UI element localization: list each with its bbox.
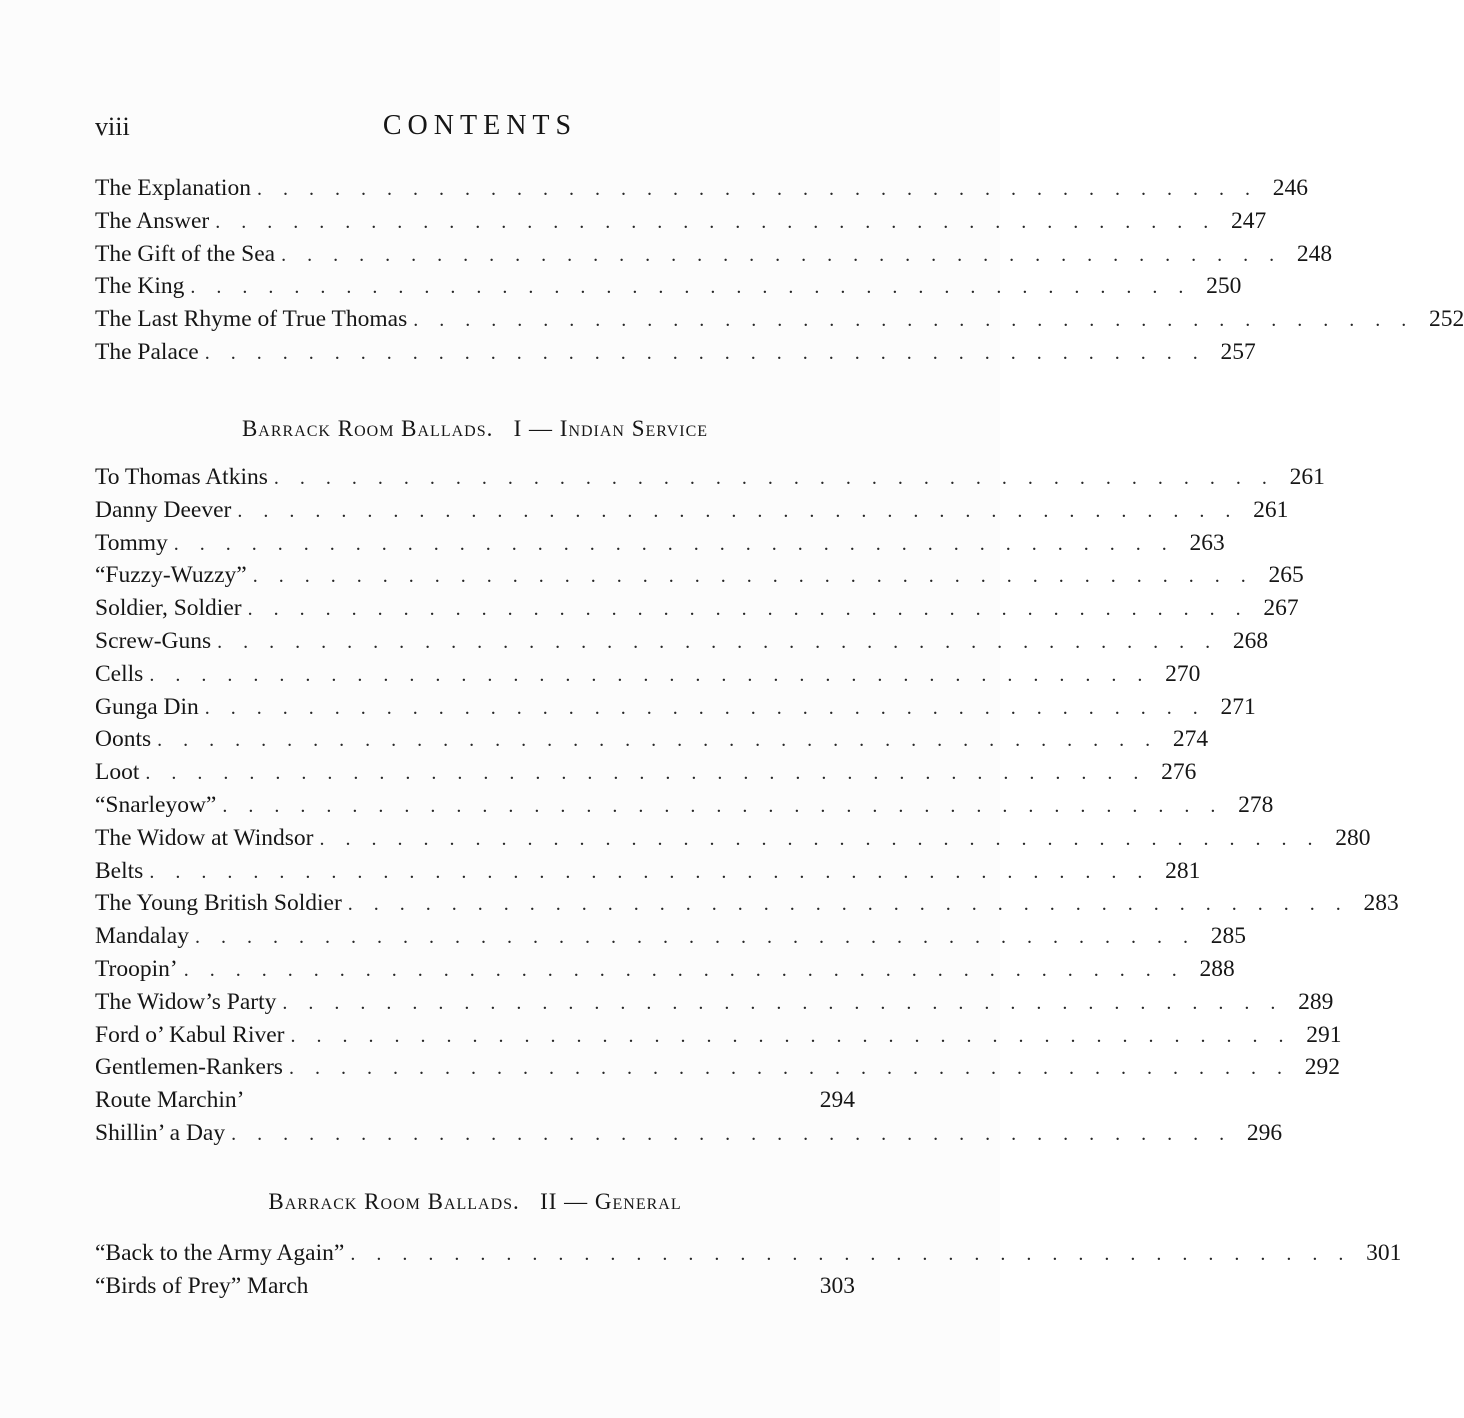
toc-entry[interactable]: The Explanation . . . . . . . . . . . . . . . . . . . . . . . . . . . . . . . . . . . . . . . 246 [95,175,1308,201]
toc-entry[interactable]: Gunga Din . . . . . . . . . . . . . . . . . . . . . . . . . . . . . . . . . . . . . . . 271 [95,693,1256,720]
contents-list-general [95,1237,1402,1303]
toc-entry[interactable]: The Widow’s Party . . . . . . . . . . . . . . . . . . . . . . . . . . . . . . . . . . . . . . . 289 [95,988,1334,1015]
toc-entry[interactable]: Gentlemen-Rankers . . . . . . . . . . . . . . . . . . . . . . . . . . . . . . . . . . . . . . . 292 [95,1054,1340,1081]
toc-entry[interactable]: The King . . . . . . . . . . . . . . . . . . . . . . . . . . . . . . . . . . . . . . . 250 [95,273,1242,300]
toc-entry[interactable]: The Young British Soldier . . . . . . . . . . . . . . . . . . . . . . . . . . . . . . . . . . . . . . . 283 [95,890,1399,917]
page-folio: viii [95,112,130,141]
contents-list-indian-service [95,461,1399,1150]
toc-entry[interactable]: Troopin’ . . . . . . . . . . . . . . . . . . . . . . . . . . . . . . . . . . . . . . . 288 [95,955,1235,982]
toc-entry[interactable]: Shillin’ a Day . . . . . . . . . . . . . . . . . . . . . . . . . . . . . . . . . . . . . . . 296 [95,1119,1283,1146]
toc-entry[interactable]: Route Marchin’ 294 [95,1087,855,1114]
toc-entry[interactable]: To Thomas Atkins . . . . . . . . . . . . . . . . . . . . . . . . . . . . . . . . . . . . . . . 261 [95,464,1325,490]
toc-entry[interactable]: The Palace . . . . . . . . . . . . . . . . . . . . . . . . . . . . . . . . . . . . . . . 257 [95,338,1256,365]
toc-entry[interactable]: The Last Rhyme of True Thomas . . . . . . . . . . . . . . . . . . . . . . . . . . . . . . . . . . . . . . . 252 [95,306,1464,333]
section-part: II — General [540,1189,682,1214]
toc-entry[interactable]: Danny Deever . . . . . . . . . . . . . . . . . . . . . . . . . . . . . . . . . . . . . . . 261 [95,496,1289,523]
running-title: CONTENTS [382,110,578,141]
toc-entry[interactable]: “Fuzzy-Wuzzy” . . . . . . . . . . . . . . . . . . . . . . . . . . . . . . . . . . . . . . . 265 [95,562,1304,589]
section-series: Barrack Room Ballads. [241,416,494,441]
section-heading-indian-service [95,416,855,442]
toc-entry[interactable]: Loot . . . . . . . . . . . . . . . . . . . . . . . . . . . . . . . . . . . . . . . 276 [95,759,1197,786]
toc-entry[interactable]: “Back to the Army Again” . . . . . . . . . . . . . . . . . . . . . . . . . . . . . . . . . . . . . . . 301 [95,1240,1402,1266]
toc-entry[interactable]: Cells . . . . . . . . . . . . . . . . . . . . . . . . . . . . . . . . . . . . . . . 270 [95,660,1201,687]
toc-entry[interactable]: Tommy . . . . . . . . . . . . . . . . . . . . . . . . . . . . . . . . . . . . . . . 263 [95,529,1225,556]
section-series: Barrack Room Ballads. [268,1189,520,1214]
toc-entry[interactable]: The Answer . . . . . . . . . . . . . . . . . . . . . . . . . . . . . . . . . . . . . . . 247 [95,207,1267,234]
toc-entry[interactable]: The Widow at Windsor . . . . . . . . . . . . . . . . . . . . . . . . . . . . . . . . . . . . . . . 280 [95,824,1371,851]
toc-entry[interactable]: The Gift of the Sea . . . . . . . . . . . . . . . . . . . . . . . . . . . . . . . . . . . . . . . 248 [95,240,1333,267]
contents-list-continued [95,172,1464,369]
toc-entry[interactable]: Soldier, Soldier . . . . . . . . . . . . . . . . . . . . . . . . . . . . . . . . . . . . . . . 267 [95,595,1299,622]
section-heading-general [95,1189,855,1215]
toc-entry[interactable]: Oonts . . . . . . . . . . . . . . . . . . . . . . . . . . . . . . . . . . . . . . . 274 [95,726,1209,753]
toc-entry[interactable]: “Snarleyow” . . . . . . . . . . . . . . . . . . . . . . . . . . . . . . . . . . . . . . . 278 [95,791,1274,818]
toc-entry[interactable]: Mandalay . . . . . . . . . . . . . . . . . . . . . . . . . . . . . . . . . . . . . . . 285 [95,923,1246,950]
toc-entry[interactable]: Belts . . . . . . . . . . . . . . . . . . . . . . . . . . . . . . . . . . . . . . . 281 [95,857,1201,884]
toc-entry[interactable]: “Birds of Prey” March 303 [95,1272,855,1299]
toc-entry[interactable]: Screw-Guns . . . . . . . . . . . . . . . . . . . . . . . . . . . . . . . . . . . . . . . 268 [95,627,1269,654]
page-header [95,110,855,150]
section-part: I — Indian Service [513,416,709,441]
toc-entry[interactable]: Ford o’ Kabul River . . . . . . . . . . . . . . . . . . . . . . . . . . . . . . . . . . . . . . . 291 [95,1021,1342,1048]
